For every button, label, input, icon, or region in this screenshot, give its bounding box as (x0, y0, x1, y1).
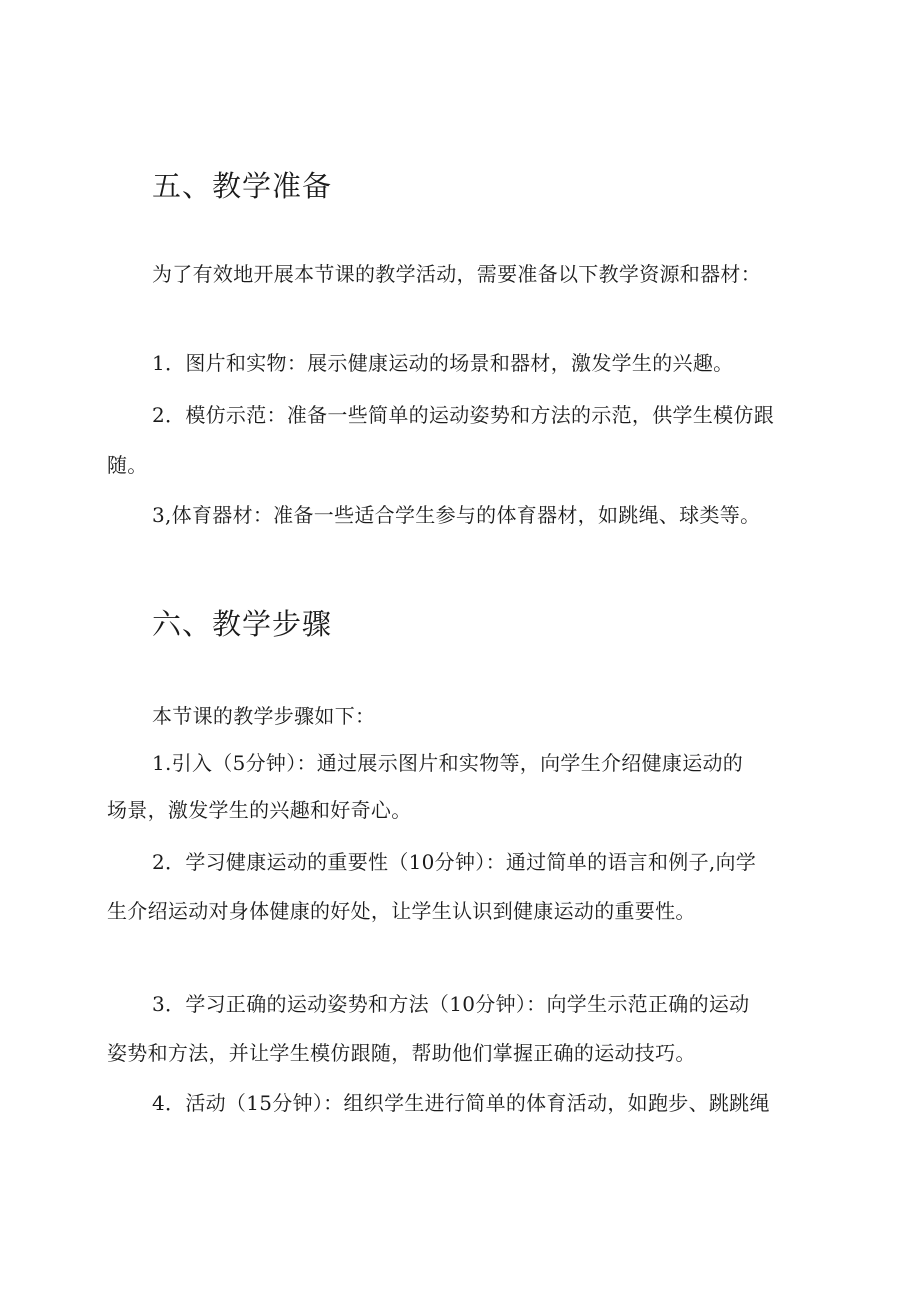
preparation-item-1: 1．图片和实物：展示健康运动的场景和器材，激发学生的兴趣。 (152, 351, 734, 375)
preparation-intro: 为了有效地开展本节课的教学活动，需要准备以下教学资源和器材： (152, 262, 761, 286)
step-2-line-2: 生介绍运动对身体健康的好处，让学生认识到健康运动的重要性。 (107, 899, 696, 923)
step-1-line-2: 场景，激发学生的兴趣和好奇心。 (107, 798, 412, 822)
step-3-line-2: 姿势和方法，并让学生模仿跟随，帮助他们掌握正确的运动技巧。 (107, 1041, 696, 1065)
step-4-line-1: 4．活动（15分钟）：组织学生进行简单的体育活动，如跑步、跳跳绳 (152, 1091, 770, 1115)
step-2-line-1: 2．学习健康运动的重要性（10分钟）：通过简单的语言和例子,向学 (152, 850, 757, 874)
step-1-line-1: 1.引入（5分钟）：通过展示图片和实物等，向学生介绍健康运动的 (152, 751, 744, 775)
step-3-line-1: 3．学习正确的运动姿势和方法（10分钟）：向学生示范正确的运动 (152, 992, 750, 1016)
preparation-item-2-line-1: 2．模仿示范：准备一些简单的运动姿势和方法的示范，供学生模仿跟 (152, 403, 775, 427)
section-heading-preparation: 五、教学准备 (152, 169, 333, 203)
preparation-item-2-line-2: 随。 (107, 453, 148, 477)
preparation-item-3: 3,体育器材：准备一些适合学生参与的体育器材，如跳绳、球类等。 (152, 503, 761, 527)
section-heading-steps: 六、教学步骤 (152, 607, 333, 641)
steps-intro: 本节课的教学步骤如下： (152, 704, 376, 728)
